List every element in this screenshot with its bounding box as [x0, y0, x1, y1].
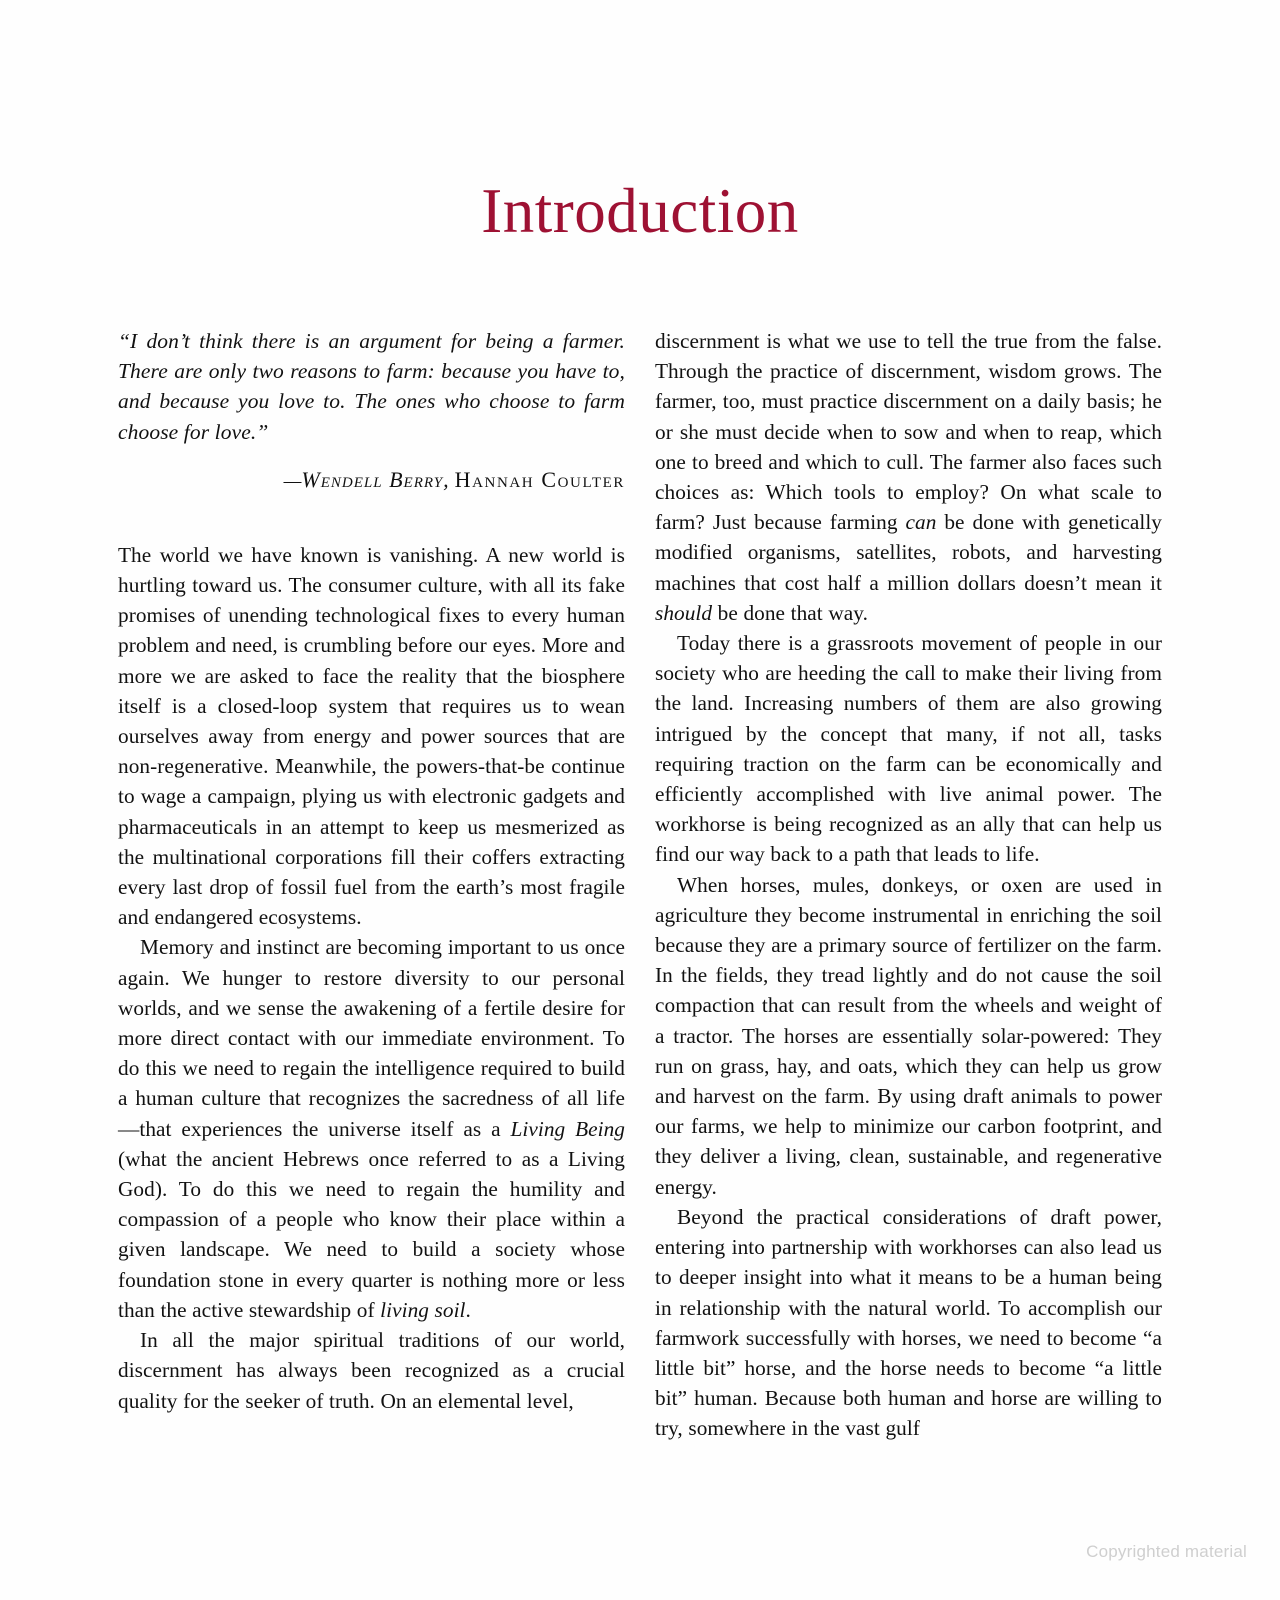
- body-paragraph: [655, 326, 1162, 628]
- paragraph-text: be done that way.: [712, 600, 868, 625]
- paragraph-text: Memory and instinct are becoming important to us once again. We hunger to restore diversity to our personal worlds, and we sense the awakening of a fertile desire for more direct contact with our immediate environment. To do this we need to regain the intelligence required to build a human culture that recognizes the sacredness of all life—that experiences the universe itself as a: [118, 935, 625, 1141]
- page-title: Introduction: [481, 176, 799, 247]
- left-column: [118, 326, 625, 1444]
- emphasized-text: living soil: [380, 1297, 466, 1322]
- body-paragraph: [655, 1202, 1162, 1444]
- paragraph-text: be done with genetically modified organisms, satellites, robots, and harvesting machines that cost half a million dollars doesn’t mean it: [655, 510, 1162, 595]
- paragraph-text: .: [465, 1297, 471, 1322]
- body-paragraph: [655, 628, 1162, 870]
- attribution-work: Hannah Coulter: [454, 466, 625, 492]
- paragraph-text: (what the ancient Hebrews once referred to as a Living God). To do this we need to regain the humility and compassion of a people who know their place within a given landscape. We need to build a society whose foundation stone in every quarter is nothing more or less than the active stewardship of: [118, 1146, 625, 1322]
- epigraph-quote: “I don’t think there is an argument for being a farmer. There are only two reasons to farm: because you have to, and because you love to. The ones who choose to farm choose for love.”: [118, 329, 625, 444]
- paragraph-text: In all the major spiritual traditions of our world, discernment has always been recognized as a crucial quality for the seeker of truth. On an elemental level,: [118, 1328, 625, 1413]
- body-paragraph: [655, 870, 1162, 1202]
- epigraph-attribution: [118, 465, 625, 496]
- attribution-dash: —: [283, 469, 302, 492]
- emphasized-text: can: [905, 510, 937, 535]
- body-paragraph: [118, 932, 625, 1325]
- right-column-paragraphs: [655, 326, 1162, 1444]
- copyright-watermark: Copyrighted material: [1086, 1542, 1247, 1561]
- left-column-paragraphs: [118, 540, 625, 1416]
- right-column: [655, 326, 1162, 1444]
- paragraph-text: Today there is a grassroots movement of people in our society who are heeding the call to make their living from the land. Increasing numbers of them are also growing intrigued by the concept that many, if not all, tasks requiring traction on the farm can be economically and efficiently accomplished with live animal power. The workhorse is being recognized as an ally that can help us find our way back to a path that leads to life.: [655, 631, 1162, 867]
- paragraph-text: The world we have known is vanishing. A new world is hurtling toward us. The consumer culture, with all its fake promises of unending technological fixes to every human problem and need, is crumbling before our eyes. More and more we are asked to face the reality that the biosphere itself is a closed-loop system that requires us to wean ourselves away from energy and power sources that are non-regenerative. Meanwhile, the powers-that-be continue to wage a campaign, plying us with electronic gadgets and pharmaceuticals in an attempt to keep us mesmerized as the multinational corporations fill their coffers extracting every last drop of fossil fuel from the earth’s most fragile and endangered ecosystems.: [118, 542, 625, 930]
- paragraph-text: discernment is what we use to tell the true from the false. Through the practice of discernment, wisdom grows. The farmer, too, must practice discernment on a daily basis; he or she must decide when to sow and when to reap, which one to breed and which to cull. The farmer also faces such choices as: Which tools to employ? On what scale to farm? Just because farming: [655, 329, 1162, 535]
- emphasized-text: should: [655, 600, 713, 625]
- two-column-body: [118, 326, 1162, 1444]
- body-paragraph: [118, 540, 625, 933]
- paragraph-text: When horses, mules, donkeys, or oxen are used in agriculture they become instrumental in enriching the soil because they are a primary source of fertilizer on the farm. In the fields, they tread lightly and do not cause the soil compaction that can result from the wheels and weight of a tractor. The horses are essentially solar-powered: They run on grass, hay, and oats, which they can help us grow and harvest on the farm. By using draft animals to power our farms, we help to minimize our carbon footprint, and they deliver a living, clean, sustainable, and regenerative energy.: [655, 872, 1162, 1199]
- attribution-author: Wendell Berry,: [301, 466, 450, 492]
- body-paragraph: [118, 1325, 625, 1416]
- paragraph-text: Beyond the practical considerations of draft power, entering into partnership with workhorses can also lead us to deeper insight into what it means to be a human being in relationship with the natural world. To accomplish our farmwork successfully with horses, we need to become “a little bit” horse, and the horse needs to become “a little bit” human. Because both human and horse are willing to try, somewhere in the vast gulf: [655, 1204, 1162, 1441]
- emphasized-text: Living Being: [510, 1116, 625, 1141]
